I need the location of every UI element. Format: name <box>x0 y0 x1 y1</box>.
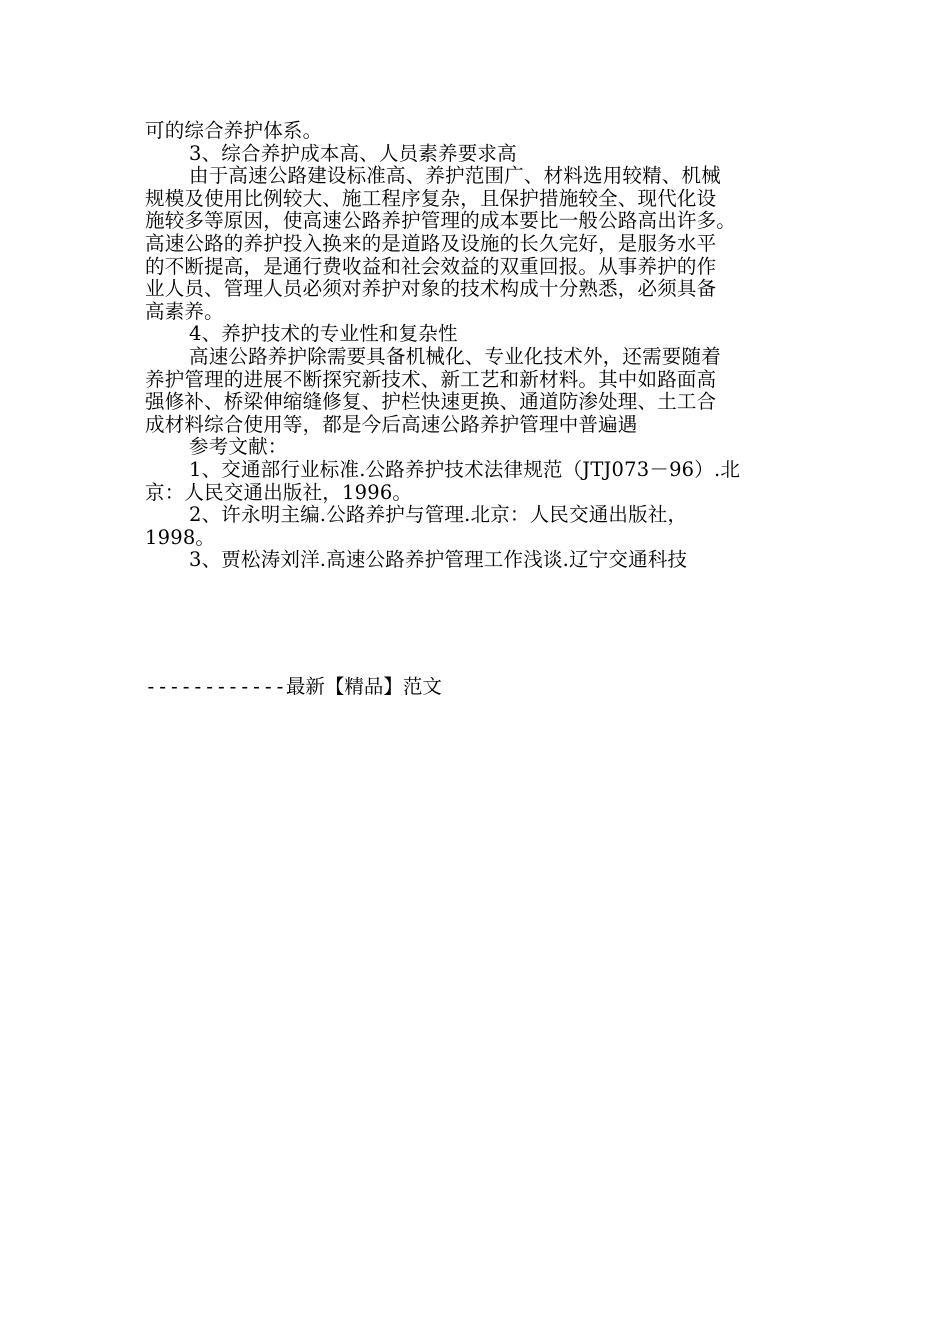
reference-item: 2、许永明主编.公路养护与管理.北京：人民交通出版社， <box>189 503 688 527</box>
reference-item: 3、贾松涛刘洋.高速公路养护管理工作浅谈.辽宁交通科技 <box>189 548 688 572</box>
text-line: 业人员、管理人员必须对养护对象的技术构成十分熟悉，必须具备 <box>145 277 717 301</box>
paragraph-first-line: 由于高速公路建设标准高、养护范围广、材料选用较精、机械 <box>189 164 721 188</box>
paragraph-first-line: 高速公路养护除需要具备机械化、专业化技术外，还需要随着 <box>189 344 721 368</box>
text-line: 高速公路的养护投入换来的是道路及设施的长久完好，是服务水平 <box>145 231 717 255</box>
text-line: 规模及使用比例较大、施工程序复杂，且保护措施较全、现代化设 <box>145 186 717 210</box>
section-heading: 3、综合养护成本高、人员素养要求高 <box>189 141 517 165</box>
reference-continuation: 京：人民交通出版社，1996。 <box>145 480 413 504</box>
references-heading: 参考文献： <box>189 435 288 459</box>
text-line: 养护管理的进展不断探究新技术、新工艺和新材料。其中如路面高 <box>145 367 717 391</box>
text-line: 高素养。 <box>145 299 224 323</box>
footer-dashes: ------------ <box>145 675 286 698</box>
footer-text: 最新【精品】范文 <box>285 675 442 698</box>
footer-banner <box>145 675 442 699</box>
text-line: 的不断提高，是通行费收益和社会效益的双重回报。从事养护的作 <box>145 254 717 278</box>
reference-continuation: 1998。 <box>145 525 216 549</box>
text-line: 强修补、桥梁伸缩缝修复、护栏快速更换、通道防渗处理、土工合 <box>145 390 717 414</box>
text-line: 施较多等原因，使高速公路养护管理的成本要比一般公路高出许多。 <box>145 209 737 233</box>
document-body <box>145 120 810 572</box>
text-line: 可的综合养护体系。 <box>145 119 323 142</box>
section-heading: 4、养护技术的专业性和复杂性 <box>189 322 458 346</box>
reference-item: 1、交通部行业标准.公路养护技术法律规范（JTJ073－96）.北 <box>189 457 741 481</box>
text-line: 成材料综合使用等，都是今后高速公路养护管理中普遍遇 <box>145 412 638 436</box>
